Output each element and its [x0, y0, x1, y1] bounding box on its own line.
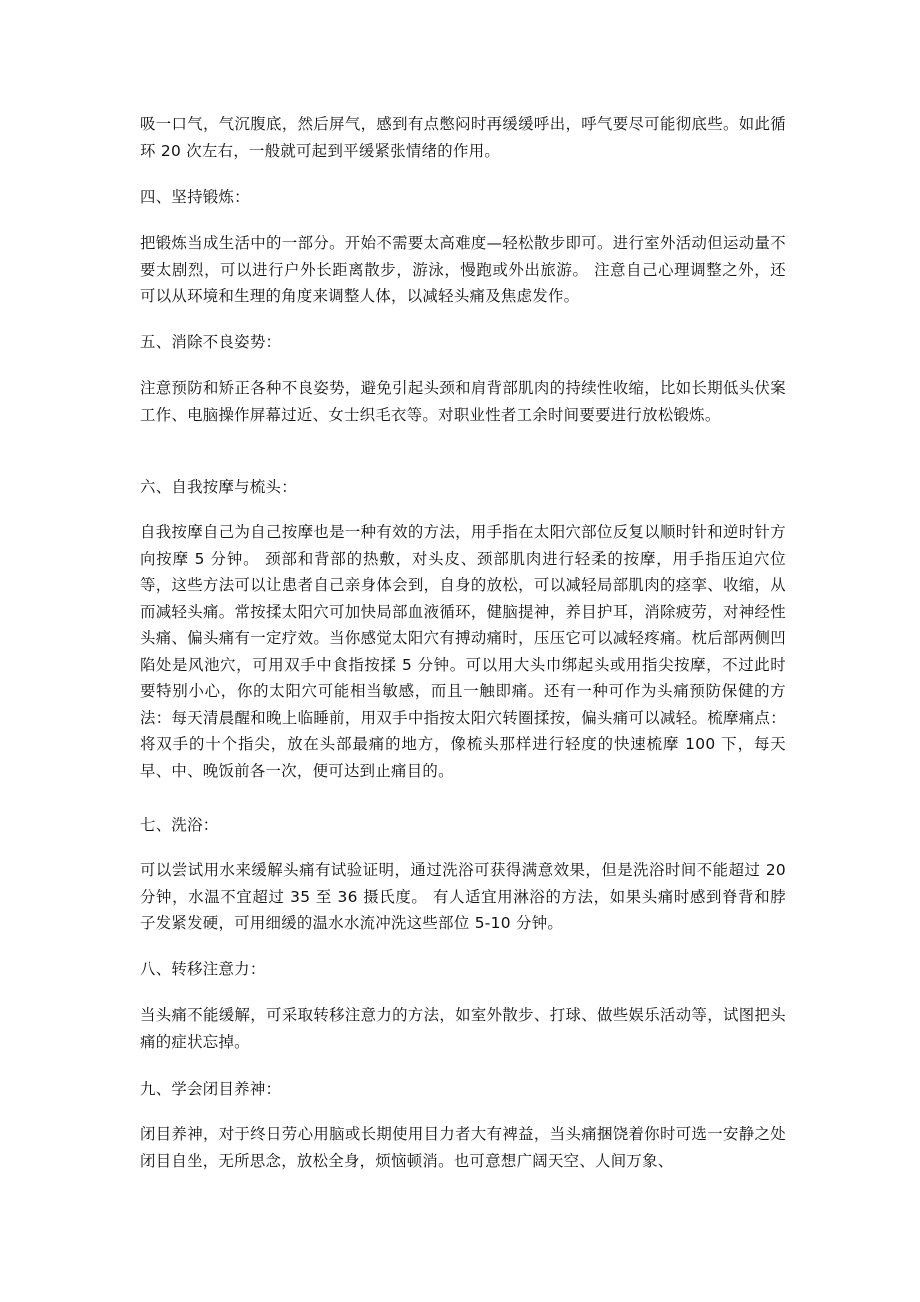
paragraph-posture: 注意预防和矫正各种不良姿势，避免引起头颈和肩背部肌肉的持续性收缩，比如长期低头伏案工作、电脑操作屏幕过近、女士织毛衣等。对职业性者工余时间要要进行放松锻炼。 — [140, 379, 786, 424]
paragraph-breathing: 吸一口气，气沉腹底，然后屏气，感到有点憋闷时再缓缓呼出，呼气要尽可能彻底些。如此循环 20 次左右，一般就可起到平缓紧张情绪的作用。 — [140, 115, 786, 160]
paragraph-rest: 闭目养神，对于终日劳心用脑或长期使用目力者大有裨益，当头痛捆饶着你时可选一安静之处闭目自坐，无所思念，放松全身，烦恼顿消。也可意想广阔天空、人间万象、 — [140, 1125, 786, 1170]
paragraph-distraction: 当头痛不能缓解，可采取转移注意力的方法，如室外散步、打球、做些娱乐活动等，试图把头痛的症状忘掉。 — [140, 1006, 786, 1051]
heading-posture: 五、消除不良姿势： — [140, 333, 282, 351]
heading-massage: 六、自我按摩与梳头： — [140, 478, 297, 496]
paragraph-bathing: 可以尝试用水来缓解头痛有试验证明，通过洗浴可获得满意效果，但是洗浴时间不能超过 20 分钟，水温不宜超过 35 至 36 摄氏度。 有人适宜用淋浴的方法，如果头痛时感到脊背和脖子发紧发硬，可用细缓的温水水流冲洗这些部位 5-10 分钟。 — [140, 861, 786, 932]
heading-distraction: 八、转移注意力： — [140, 960, 266, 978]
paragraph-exercise: 把锻炼当成生活中的一部分。开始不需要太高难度—轻松散步即可。进行室外活动但运动量不要太剧烈，可以进行户外长距离散步，游泳，慢跑或外出旅游。 注意自己心理调整之外，还可以从环境和生理的角度来调整人体，以减轻头痛及焦虑发作。 — [140, 234, 786, 305]
heading-rest: 九、学会闭目养神： — [140, 1080, 282, 1098]
paragraph-massage: 自我按摩自己为自己按摩也是一种有效的方法，用手指在太阳穴部位反复以顺时针和逆时针方向按摩 5 分钟。 颈部和背部的热敷，对头皮、颈部肌肉进行轻柔的按摩，用手指压迫穴位等，这些方法可以让患者自己亲身体会到，自身的放松，可以减轻局部肌肉的痉挛、收缩，从而减轻头痛。常按揉太阳穴可加快局部血液循环，健脑提神，养目护耳，消除疲劳，对神经性头痛、偏头痛有一定疗效。当你感觉太阳穴有搏动痛时，压压它可以减轻疼痛。枕后部两侧凹陷处是风池穴，可用双手中食指按揉 5 分钟。可以用大头巾绑起头或用指尖按摩，不过此时要特别小心，你的太阳穴可能相当敏感，而且一触即痛。还有一种可作为头痛预防保健的方法：每天清晨醒和晚上临睡前，用双手中指按太阳穴转圈揉按，偏头痛可以减轻。梳摩痛点： 将双手的十个指尖，放在头部最痛的地方，像梳头那样进行轻度的快速梳摩 100 下，每天早、中、晚饭前各一次，便可达到止痛目的。 — [140, 523, 786, 780]
heading-exercise: 四、坚持锻炼： — [140, 188, 250, 206]
heading-bathing: 七、洗浴： — [140, 816, 219, 834]
